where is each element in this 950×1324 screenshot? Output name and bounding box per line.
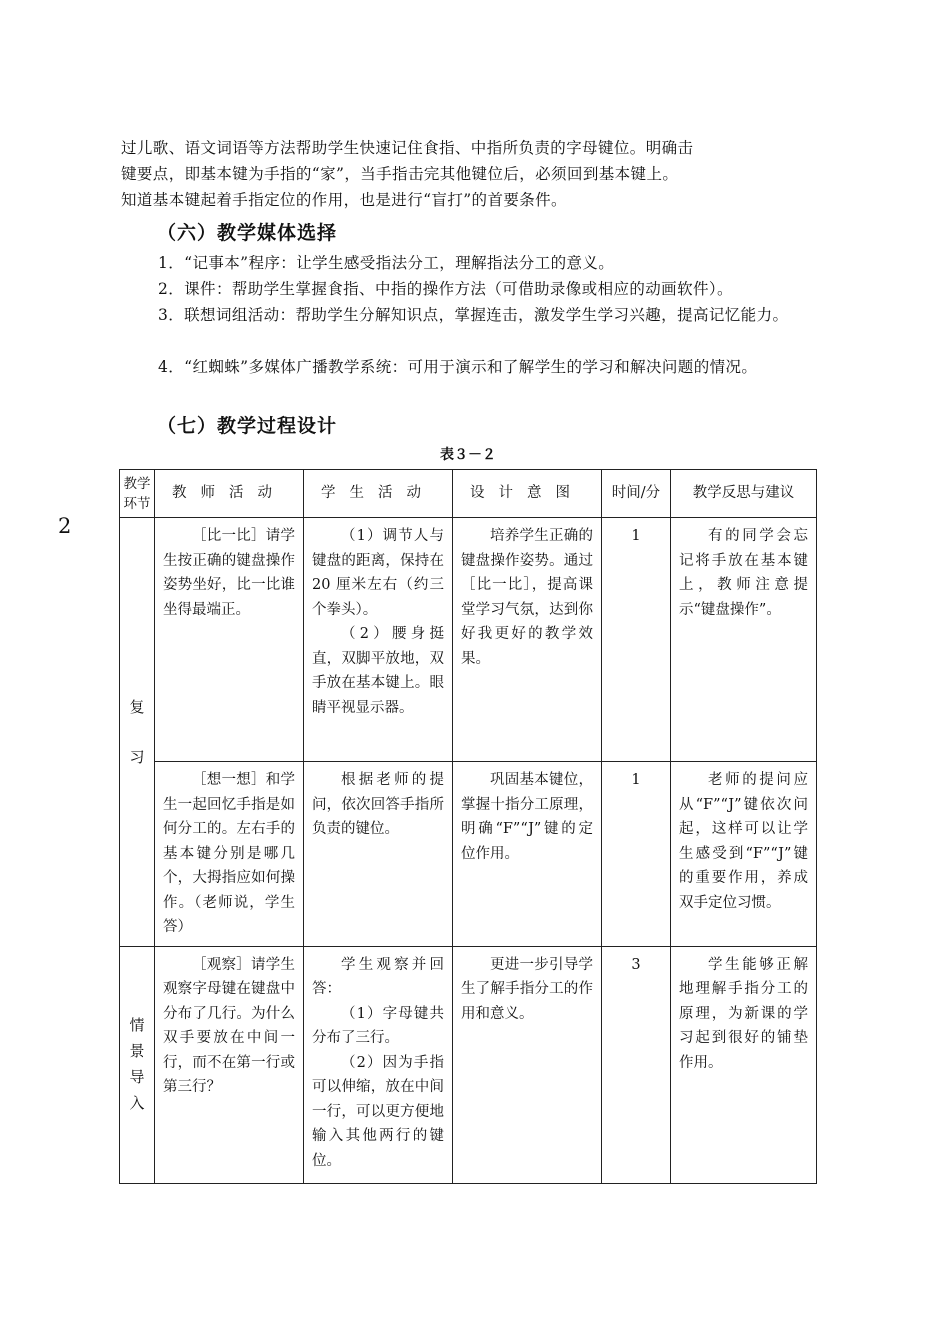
- intro-line-3: 知道基本键起着手指定位的作用，也是进行“盲打”的首要条件。: [121, 191, 567, 209]
- header-reflection: 教学反思与建议: [671, 470, 817, 518]
- time-minutes: 1: [602, 762, 671, 947]
- reflection: 学生能够正解地理解手指分工的原理，为新课的学习起到很好的铺垫作用。: [671, 946, 817, 1183]
- reflection: 老师的提问应从“F”“J”键依次问起，这样可以让学生感受到“F”“J”键的重要作用，养成双手定位习惯。: [671, 762, 817, 947]
- design-intent: 培养学生正确的键盘操作姿势。通过［比一比］，提高课堂学习气氛，达到你好我更好的教学效果。: [453, 518, 602, 762]
- table-row: [120, 762, 817, 947]
- time-minutes: 3: [602, 946, 671, 1183]
- stage-scenario-intro: 情景导入: [120, 946, 155, 1183]
- header-design: 设计意图: [453, 470, 602, 518]
- header-teacher: 教师活动: [155, 470, 304, 518]
- teacher-activity: ［比一比］请学生按正确的键盘操作姿势坐好，比一比谁坐得最端正。: [155, 518, 304, 762]
- section-6-heading: （六）教学媒体选择: [157, 222, 338, 244]
- teaching-process-table: [119, 469, 817, 1184]
- table-header-row: [120, 470, 817, 518]
- media-item-3: 3．联想词组活动：帮助学生分解知识点，掌握连击，激发学生学习兴趣，提高记忆能力。: [158, 306, 789, 324]
- design-intent: 巩固基本键位，掌握十指分工原理，明确“F”“J”键的定位作用。: [453, 762, 602, 947]
- teacher-activity: ［观察］请学生观察字母键在键盘中分布了几行。为什么双手要放在中间一行，而不在第一行或第三行？: [155, 946, 304, 1183]
- media-item-1: 1．“记事本”程序：让学生感受指法分工，理解指法分工的意义。: [158, 254, 615, 272]
- header-student: 学生活动: [304, 470, 453, 518]
- section-7-heading: （七）教学过程设计: [157, 415, 338, 437]
- table-row: [120, 518, 817, 762]
- header-stage: 教学环节: [120, 470, 155, 518]
- student-activity: 根据老师的提问，依次回答手指所负责的键位。: [304, 762, 453, 947]
- page-number: 2: [58, 514, 72, 538]
- header-time: 时间/分: [602, 470, 671, 518]
- media-item-4: 4．“红蜘蛛”多媒体广播教学系统：可用于演示和了解学生的学习和解决问题的情况。: [158, 358, 758, 376]
- student-activity: 学生观察并回答： （1）字母键共分布了三行。 （2）因为手指可以伸缩，放在中间一行，可以更方便地输入其他两行的键位。: [304, 946, 453, 1183]
- table-row: [120, 946, 817, 1183]
- design-intent: 更进一步引导学生了解手指分工的作用和意义。: [453, 946, 602, 1183]
- time-minutes: 1: [602, 518, 671, 762]
- intro-line-1: 过儿歌、语文词语等方法帮助学生快速记住食指、中指所负责的字母键位。明确击: [121, 139, 694, 157]
- intro-line-2: 键要点，即基本键为手指的“家”，当手指击完其他键位后，必须回到基本键上。: [121, 165, 679, 183]
- teacher-activity: ［想一想］和学生一起回忆手指是如何分工的。左右手的基本键分别是哪几个，大拇指应如何操作。（老师说，学生答）: [155, 762, 304, 947]
- reflection: 有的同学会忘记将手放在基本键上，教师注意提示“键盘操作”。: [671, 518, 817, 762]
- student-activity: （1）调节人与键盘的距离，保持在 20 厘米左右（约三个拳头）。 （2）腰身挺直，双脚平放地，双手放在基本键上。眼睛平视显示器。: [304, 518, 453, 762]
- stage-review: 复习: [120, 518, 155, 947]
- intro-paragraph: [121, 135, 815, 213]
- media-item-2: 2．课件：帮助学生掌握食指、中指的操作方法（可借助录像或相应的动画软件）。: [158, 280, 733, 298]
- table-caption: 表３－２: [440, 447, 496, 463]
